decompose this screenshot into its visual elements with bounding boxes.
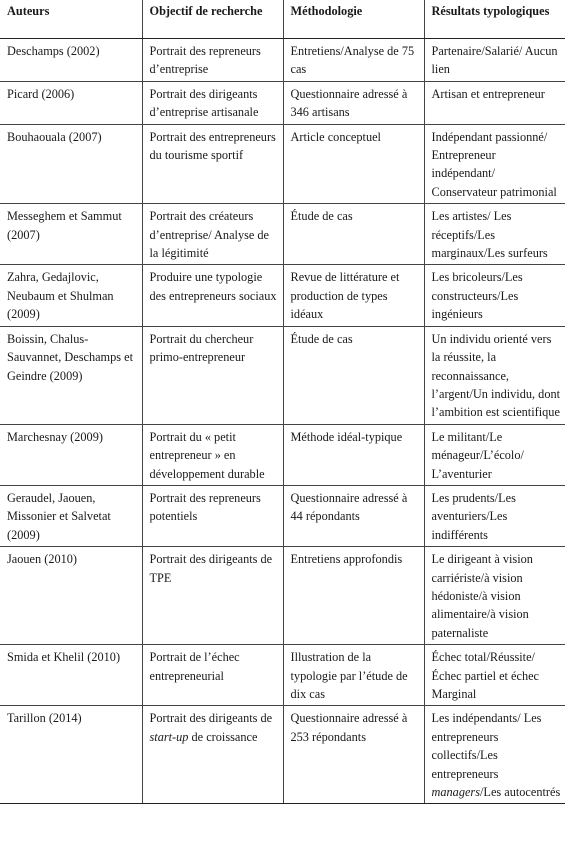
cell-method: Questionnaire adressé à 44 répondants bbox=[283, 485, 424, 546]
objective-text-end: de croissance bbox=[188, 729, 258, 744]
cell-objective: Portrait des créateurs d’entreprise/ Analyse de la légitimité bbox=[142, 204, 283, 265]
cell-authors: Tarillon (2014) bbox=[0, 706, 142, 804]
objective-text-italic: start-up bbox=[149, 729, 189, 744]
table-row bbox=[0, 424, 565, 485]
cell-results: Le militant/Le ménageur/L’écolo/ L’aventurier bbox=[424, 424, 565, 485]
cell-objective bbox=[142, 706, 283, 804]
cell-authors: Messeghem et Sammut (2007) bbox=[0, 204, 142, 265]
cell-method: Étude de cas bbox=[283, 326, 424, 424]
cell-authors: Jaouen (2010) bbox=[0, 547, 142, 645]
header-method: Méthodologie bbox=[283, 0, 424, 39]
table-row bbox=[0, 265, 565, 326]
cell-method: Illustration de la typologie par l’étude de dix cas bbox=[283, 645, 424, 706]
header-row bbox=[0, 0, 565, 39]
cell-method: Questionnaire adressé à 253 répondants bbox=[283, 706, 424, 804]
table-row bbox=[0, 547, 565, 645]
cell-objective: Portrait des repreneurs d’entreprise bbox=[142, 39, 283, 82]
cell-method: Entretiens approfondis bbox=[283, 547, 424, 645]
table-row bbox=[0, 645, 565, 706]
header-authors: Auteurs bbox=[0, 0, 142, 39]
cell-results: Indépendant passionné/ Entrepreneur indépendant/ Conservateur patrimonial bbox=[424, 124, 565, 204]
table-row bbox=[0, 124, 565, 204]
table-row bbox=[0, 485, 565, 546]
cell-results: Les bricoleurs/Les constructeurs/Les ingénieurs bbox=[424, 265, 565, 326]
cell-method: Étude de cas bbox=[283, 204, 424, 265]
table-row bbox=[0, 39, 565, 82]
cell-results: Le dirigeant à vision carriériste/à vision hédoniste/à vision alimentaire/à vision paternaliste bbox=[424, 547, 565, 645]
cell-method: Méthode idéal-typique bbox=[283, 424, 424, 485]
cell-results: Échec total/Réussite/ Échec partiel et échec Marginal bbox=[424, 645, 565, 706]
cell-results bbox=[424, 706, 565, 804]
cell-results: Un individu orienté vers la réussite, la reconnaissance, l’argent/Un individu, dont l’ambition est scientifique bbox=[424, 326, 565, 424]
cell-authors: Geraudel, Jaouen, Missonier et Salvetat (2009) bbox=[0, 485, 142, 546]
cell-objective: Portrait des entrepreneurs du tourisme sportif bbox=[142, 124, 283, 204]
cell-results: Artisan et entrepreneur bbox=[424, 81, 565, 124]
cell-objective: Portrait des dirigeants d’entreprise artisanale bbox=[142, 81, 283, 124]
cell-results: Les prudents/Les aventuriers/Les indifférents bbox=[424, 485, 565, 546]
table-header bbox=[0, 0, 565, 39]
cell-method: Questionnaire adressé à 346 artisans bbox=[283, 81, 424, 124]
results-text-end: /Les autocentrés bbox=[480, 785, 561, 800]
cell-objective: Portrait des dirigeants de TPE bbox=[142, 547, 283, 645]
table-row bbox=[0, 81, 565, 124]
cell-authors: Bouhaouala (2007) bbox=[0, 124, 142, 204]
cell-authors: Boissin, Chalus-Sauvannet, Deschamps et Geindre (2009) bbox=[0, 326, 142, 424]
table-body bbox=[0, 39, 565, 804]
cell-objective: Portrait du « petit entrepreneur » en développement durable bbox=[142, 424, 283, 485]
cell-authors: Zahra, Gedajlovic, Neubaum et Shulman (2009) bbox=[0, 265, 142, 326]
cell-objective: Portrait du chercheur primo-entrepreneur bbox=[142, 326, 283, 424]
results-text-italic: managers bbox=[431, 785, 481, 800]
cell-objective: Portrait des repreneurs potentiels bbox=[142, 485, 283, 546]
table-row bbox=[0, 706, 565, 804]
cell-method: Revue de littérature et production de types idéaux bbox=[283, 265, 424, 326]
cell-objective: Portrait de l’échec entrepreneurial bbox=[142, 645, 283, 706]
cell-objective: Produire une typologie des entrepreneurs sociaux bbox=[142, 265, 283, 326]
cell-authors: Marchesnay (2009) bbox=[0, 424, 142, 485]
cell-authors: Deschamps (2002) bbox=[0, 39, 142, 82]
table-row bbox=[0, 204, 565, 265]
cell-method: Article conceptuel bbox=[283, 124, 424, 204]
cell-results: Les artistes/ Les réceptifs/Les marginaux/Les surfeurs bbox=[424, 204, 565, 265]
cell-authors: Picard (2006) bbox=[0, 81, 142, 124]
cell-results: Partenaire/Salarié/ Aucun lien bbox=[424, 39, 565, 82]
cell-authors: Smida et Khelil (2010) bbox=[0, 645, 142, 706]
results-text-start: Les indépendants/ Les entrepreneurs collectifs/Les entrepreneurs bbox=[431, 711, 542, 781]
objective-text-start: Portrait des dirigeants de bbox=[149, 711, 273, 726]
header-results: Résultats typologiques bbox=[424, 0, 565, 39]
cell-method: Entretiens/Analyse de 75 cas bbox=[283, 39, 424, 82]
table-row bbox=[0, 326, 565, 424]
header-objective: Objectif de recherche bbox=[142, 0, 283, 39]
